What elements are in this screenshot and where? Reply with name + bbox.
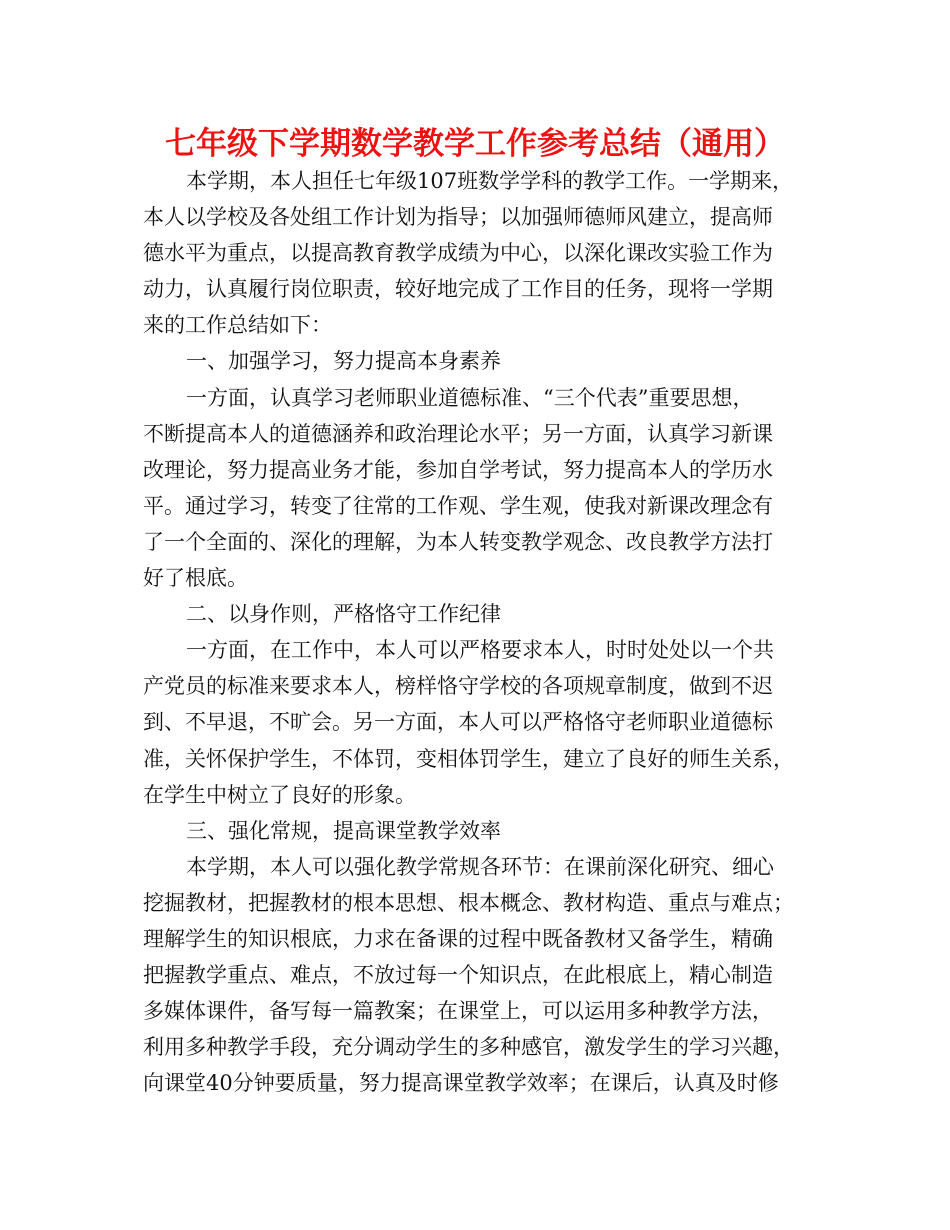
body-line: 一方面，认真学习老师职业道德标准、“三个代表”重要思想， — [186, 385, 754, 410]
body-line: 德水平为重点，以提高教育教学成绩为中心，以深化课改实验工作为 — [143, 241, 773, 266]
body-line: 产党员的标准来要求本人，榜样恪守学校的各项规章制度，做到不迟 — [143, 674, 773, 699]
body-line: 把握教学重点、难点，不放过每一个知识点，在此根底上，精心制造 — [143, 963, 773, 988]
body-line: 一、加强学习，努力提高本身素养 — [186, 349, 501, 374]
body-line: 利用多种教学手段，充分调动学生的多种感官，激发学生的学习兴趣， — [143, 1035, 794, 1060]
body-line: 准，关怀保护学生，不体罚，变相体罚学生，建立了良好的师生关系， — [143, 746, 794, 771]
body-line: 挖掘教材，把握教材的根本思想、根本概念、教材构造、重点与难点； — [143, 890, 794, 915]
body-line: 一方面，在工作中，本人可以严格要求本人，时时处处以一个共 — [186, 638, 774, 663]
body-line: 本学期，本人可以强化教学常规各环节：在课前深化研究、细心 — [186, 854, 774, 879]
body-line: 到、不早退，不旷会。另一方面，本人可以严格恪守老师职业道德标 — [143, 710, 773, 735]
body-line: 了一个全面的、深化的理解，为本人转变教学观念、改良教学方法打 — [143, 529, 773, 554]
body-line: 好了根底。 — [143, 566, 248, 591]
body-line: 在学生中树立了良好的形象。 — [143, 782, 416, 807]
body-line: 本人以学校及各处组工作计划为指导；以加强师德师风建立，提高师 — [143, 205, 773, 230]
body-line: 改理论，努力提高业务才能，参加自学考试，努力提高本人的学历水 — [143, 457, 773, 482]
body-line: 理解学生的知识根底，力求在备课的过程中既备教材又备学生，精确 — [143, 926, 773, 951]
body-line: 来的工作总结如下： — [143, 313, 332, 338]
body-line: 向课堂40分钟要质量，努力提高课堂教学效率；在课后，认真及时修 — [143, 1071, 779, 1096]
body-line: 本学期，本人担任七年级107班数学学科的教学工作。一学期来， — [186, 169, 794, 193]
body-line: 动力，认真履行岗位职责，较好地完成了工作目的任务，现将一学期 — [143, 277, 773, 302]
body-line: 三、强化常规，提高课堂教学效率 — [186, 818, 501, 843]
body-line: 不断提高本人的道德涵养和政治理论水平；另一方面，认真学习新课 — [143, 421, 773, 446]
body-line: 平。通过学习，转变了往常的工作观、学生观，使我对新课改理念有 — [143, 493, 773, 518]
document-title: 七年级下学期数学教学工作参考总结（通用） — [165, 126, 785, 162]
body-line: 多媒体课件，备写每一篇教案；在课堂上，可以运用多种教学方法， — [143, 999, 773, 1024]
body-line: 二、以身作则，严格恪守工作纪律 — [186, 602, 501, 627]
document-body — [143, 163, 833, 1101]
